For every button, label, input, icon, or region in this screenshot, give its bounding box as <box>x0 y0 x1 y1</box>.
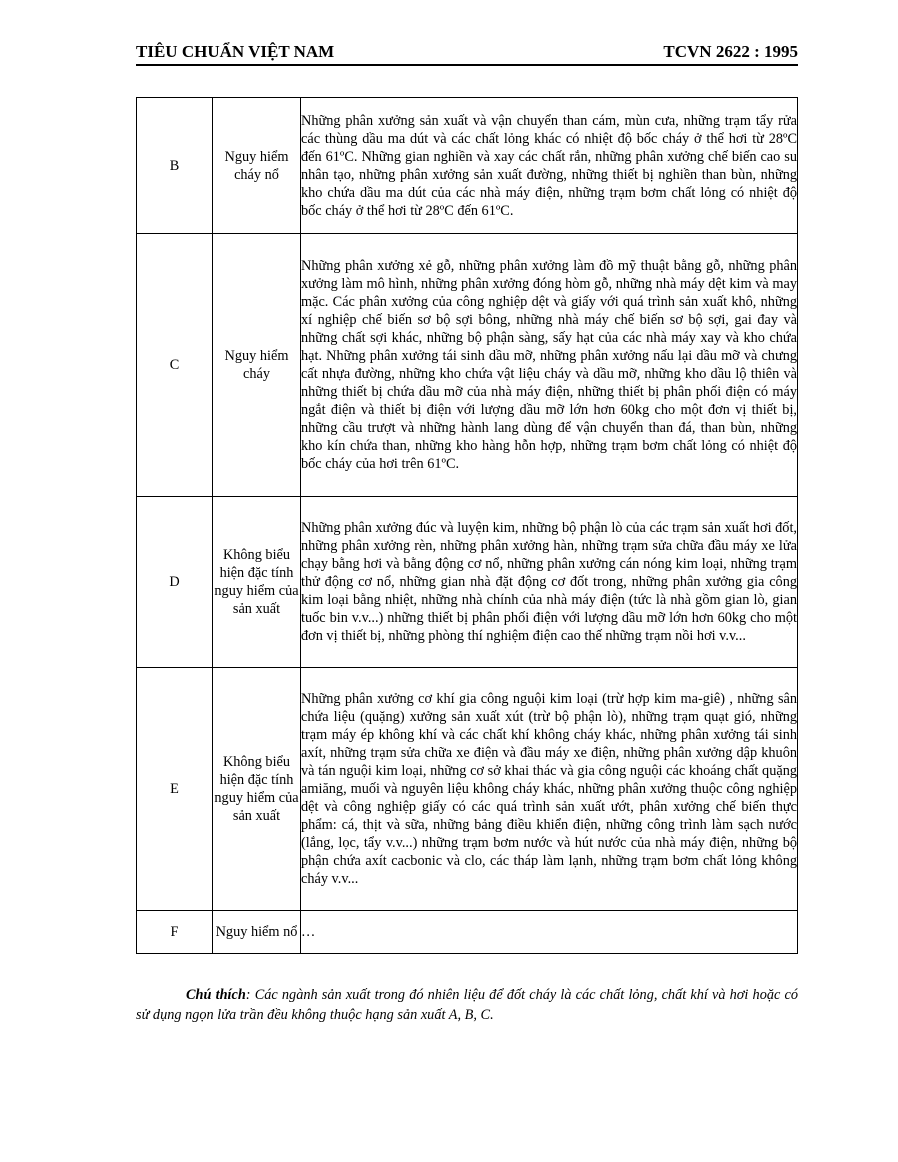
hazard-type: Nguy hiểm cháy <box>213 234 301 497</box>
table-row <box>137 668 798 911</box>
category-description: Những phân xưởng đúc và luyện kim, những bộ phận lò của các trạm sản xuất hơi đốt, những phân xưởng rèn, những phân xưởng hàn, những trạm sửa chữa đầu máy xe lửa chạy bằng hơi và bằng động cơ nổ, những phân xưởng cán nóng kim loại, những trạm thử động cơ nổ, những gian nhà đặt động cơ đốt trong, những phân xưởng gia công kim loại bằng nhiệt, những nhà chính của nhà máy điện (tức là nhà gồm gian lò, gian tuốc bin v.v...) những thiết bị phân phối điện với lượng dầu mỡ lớn hơn 60kg cho một đơn vị thiết bị, những phòng thí nghiệm điện cao thế những trạm nồi hơi v.v... <box>301 497 798 668</box>
category-description: … <box>301 911 798 954</box>
standard-number: TCVN 2622 : 1995 <box>663 42 798 61</box>
header-title: TIÊU CHUẨN VIỆT NAM <box>136 42 335 61</box>
hazard-type: Không biểu hiện đặc tính nguy hiểm của sản xuất <box>213 668 301 911</box>
footnote <box>136 985 798 1025</box>
category-code: C <box>137 234 213 497</box>
category-description: Những phân xưởng cơ khí gia công nguội kim loại (trừ hợp kim ma-giê) , những sân chứa liệu (quặng) xưởng sản xuất xút (trừ bộ phận lò), những trạm quạt gió, những trạm máy ép không khí và các chất khí không cháy khác, những phân xưởng tái sinh axít, những trạm sửa chữa xe điện và đầu máy xe điện, những phân xưởng dập khuôn và tán nguội kim loại, những cơ sở khai thác và gia công nguội các khoáng chất quặng amiăng, muối và nguyên liệu không cháy khác, những phân xưởng thuộc công nghiệp dệt và công nghiệp giấy có các quá trình sản xuất ướt, phân xưởng chế biến thực phẩm: cá, thịt và sữa, những bảng điều khiển điện, những công trình làm sạch nước (lắng, lọc, tẩy v.v...) những trạm bơm nước và hút nước của nhà máy điện, những bộ phận chứa axít cacbonic và clo, các tháp làm lạnh, những trạm bơm chất lỏng không cháy v.v... <box>301 668 798 911</box>
hazard-type: Nguy hiểm cháy nổ <box>213 98 301 234</box>
hazard-type: Không biểu hiện đặc tính nguy hiểm của sản xuất <box>213 497 301 668</box>
category-code: E <box>137 668 213 911</box>
category-code: B <box>137 98 213 234</box>
table-row <box>137 98 798 234</box>
table-row <box>137 911 798 954</box>
header-divider <box>136 64 798 66</box>
footnote-label: Chú thích <box>186 987 246 1003</box>
category-description: Những phân xưởng sản xuất và vận chuyển than cám, mùn cưa, những trạm tẩy rửa các thùng dầu ma dút và các chất lỏng khác có nhiệt độ bốc cháy ở thể hơi từ 28ºC đến 61ºC. Những gian nghiền và xay các chất rắn, những phân xưởng chế biến cao su nhân tạo, những phân xưởng sản xuất đường, những thiết bị nghiền than bùn, những kho chứa dầu ma dút của các nhà máy điện, những trạm bơm chất lỏng có nhiệt độ bốc cháy ở thể hơi từ 28ºC đến 61ºC. <box>301 98 798 234</box>
category-description: Những phân xưởng xẻ gỗ, những phân xưởng làm đồ mỹ thuật bằng gỗ, những phân xưởng làm mô hình, những phân xưởng đóng hòm gỗ, những nhà máy dệt kim và may mặc. Các phân xưởng của công nghiệp dệt và giấy với quá trình sản xuất khô, những xí nghiệp chế biến sơ bộ sợi bông, những nhà máy chế biến sơ bộ sợi, gai đay và những chất sợi khác, những bộ phận sàng, sấy hạt của các nhà máy xay và kho chứa hạt. Những phân xưởng tái sinh dầu mỡ, những phân xưởng nấu lại dầu mỡ và chưng cất nhựa đường, những kho chứa vật liệu cháy và dầu mỡ, những kho dầu lộ thiên và những thiết bị chứa dầu mỡ của nhà máy điện, những thiết bị phân phối điện có máy ngắt điện và thiết bị điện với lượng dầu mỡ lớn hơn 60kg cho một đơn vị thiết bị, những cầu trượt và những hành lang dùng để vận chuyển than đá, than bùn, những kho kín chứa than, những kho hàng hỗn hợp, những trạm bơm chất lỏng có nhiệt độ bốc cháy của hơi trên 61ºC. <box>301 234 798 497</box>
category-code: F <box>137 911 213 954</box>
footnote-text: : Các ngành sản xuất trong đó nhiên liệu để đốt cháy là các chất lỏng, chất khí và hơi hoặc có sử dụng ngọn lửa trần đều không thuộc hạng sản xuất A, B, C. <box>136 987 798 1023</box>
production-category-table <box>136 97 798 954</box>
page-header <box>136 42 798 66</box>
table-row <box>137 234 798 497</box>
table-row <box>137 497 798 668</box>
hazard-type: Nguy hiểm nổ <box>213 911 301 954</box>
category-code: D <box>137 497 213 668</box>
